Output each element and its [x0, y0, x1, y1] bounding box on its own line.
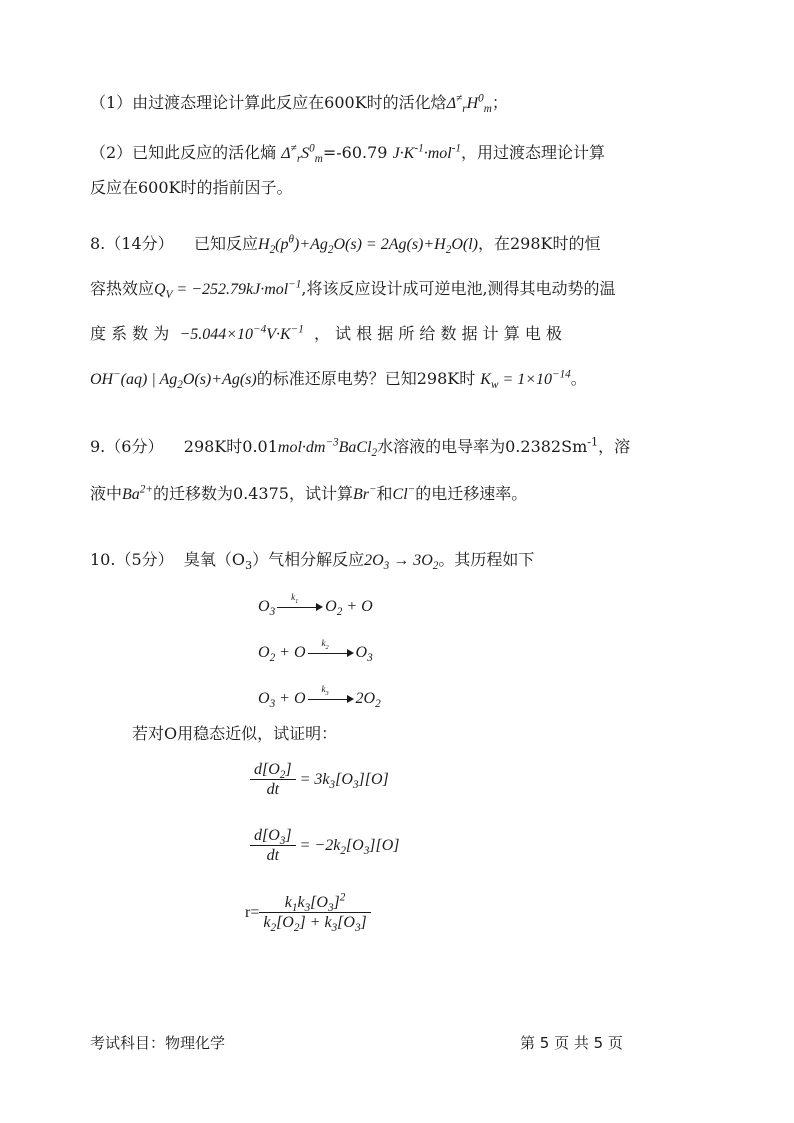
qv-value: $Q_V = -252.79kJ\cdot mol^{-1}$ — [154, 278, 302, 302]
p8-line3: 度 系 数 为 $-5.044\times 10^{-4}V\cdot K^{-1}$ ， 试 根 据 所 给 数 据 计 算 电 极 — [90, 323, 562, 343]
p7-part2-line2: 反应在600K时的指前因子。 — [90, 178, 293, 197]
electrode-expression: OH−(aq) | $Ag_2O(s)+Ag(s)$ — [90, 368, 257, 392]
overall-reaction: $2O_3 \to 3O_2$ — [364, 552, 439, 573]
p8-line2: 容热效应$Q_V = -252.79kJ\cdot mol^{-1}$,将该反应设计成可逆电池,测得其电动势的温 — [90, 278, 616, 302]
cl-ion: Cl− — [392, 483, 416, 503]
p9-line1: 9.（6分） 298K时$0.01mol\cdot dm^{-3}BaCl_2$水溶液的电导率为$0.2382Sm^{-1}$，溶 — [90, 435, 631, 460]
arrow-k1-icon: $k_1$ — [277, 600, 323, 614]
steady-state-text: 若对O用稳态近似，试证明： — [132, 724, 338, 743]
p7-part2: （2）已知此反应的活化熵 $\Delta^\ne_rS^0_m=-60.79$ $J\cdot K^{-1}\cdot mol^{-1}$，用过渡态理论计算 — [90, 142, 606, 166]
temp-coefficient: $-5.044\times 10^{-4}V\cdot K^{-1}$ — [179, 323, 304, 343]
p7-part1: （1）由过渡态理论计算此反应在600K时的活化焓$\Delta^\ne_rH^0_m$； — [90, 92, 508, 116]
footer-page-number: 第 5 页 共 5 页 — [520, 1034, 623, 1052]
equation-2: $\frac{d[O_3]}{dt}$ = $-2k_2[O_3][O]$ — [250, 826, 400, 865]
kw-value: $K_w = 1\times 10^{-14}$ — [480, 368, 571, 392]
arrow-k2-icon: $k_2$ — [308, 646, 354, 660]
activation-enthalpy-symbol: $\Delta^\ne_rH^0_m$ — [446, 92, 492, 116]
p10-line1: 10.（5分） 臭氧$(O_3)$气相分解反应$2O_3 \to 3O_2$。其历程如下 — [90, 550, 535, 573]
p8-line4: OH−(aq) | $Ag_2O(s)+Ag(s)$的标准还原电势？已知298K时 $K_w = 1\times 10^{-14}$。 — [90, 368, 587, 392]
entropy-unit: $J\cdot K^{-1}\cdot mol^{-1}$ — [392, 142, 462, 162]
br-ion: Br− — [352, 483, 377, 503]
equation-3: r= $\frac{k_1k_3[O_3]^2}{k_2[O_2] + k_3[O_3]}$ — [245, 893, 371, 932]
mechanism-step-3: $O_3 + O$ $k_3$ $2O_2$ — [258, 684, 381, 711]
conc-unit: $mol\cdot dm^{-3}BaCl_2$ — [277, 436, 378, 460]
mechanism-step-1: $O_3$ $k_1$ $O_2 + O$ — [258, 592, 373, 619]
activation-entropy-symbol: $\Delta^\ne_rS^0_m$ — [281, 142, 323, 166]
mechanism-step-2: $O_2 + O$ $k_2$ $O_3$ — [258, 638, 373, 665]
p9-line2: 液中$Ba^{2+}$的迁移数为0.4375，试计算Br−和Cl−的电迁移速率。 — [90, 483, 528, 503]
arrow-k3-icon: $k_3$ — [308, 692, 354, 706]
p8-reaction: $H_2(p^\theta)+Ag_2O(s) = 2Ag(s)+H_2O(l)$ — [258, 233, 478, 257]
footer-subject: 考试科目：物理化学 — [90, 1034, 226, 1052]
equation-1: $\frac{d[O_2]}{dt}$ = $3k_3[O_3][O]$ — [250, 760, 389, 799]
p8-line1: 8.（14分） 已知反应$H_2(p^\theta)+Ag_2O(s) = 2Ag(s)+H_2O(l)$，在298K时的恒 — [90, 233, 601, 257]
ba-ion: $Ba^{2+}$ — [122, 483, 153, 503]
